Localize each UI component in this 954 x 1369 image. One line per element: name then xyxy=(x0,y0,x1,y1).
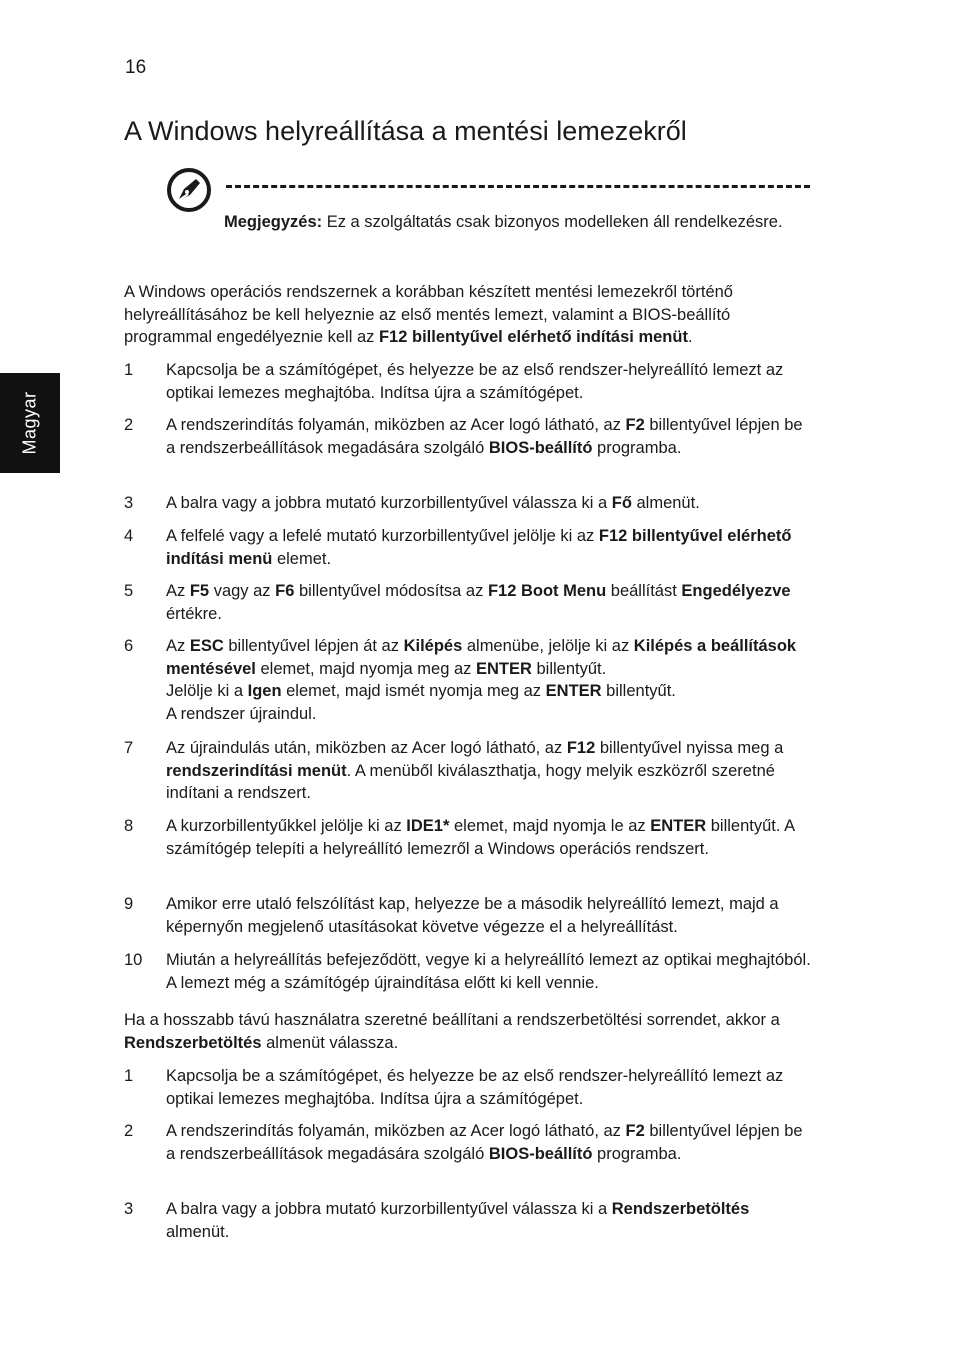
step-text xyxy=(166,1198,811,1243)
step-text-part: . A menüből kiválaszthatja, hogy melyik eszközről szeretné indítani a rendszert. xyxy=(166,761,775,802)
intro-end: . xyxy=(687,328,693,346)
step-bold: Igen xyxy=(247,682,282,700)
step-bold: F12 billentyűvel elérhető indítási menü xyxy=(166,527,792,568)
middle-bold: Rendszerbetöltés xyxy=(124,1033,262,1052)
step-bold: BIOS-beállító xyxy=(488,438,593,457)
step-text xyxy=(166,1065,811,1110)
step-text-part: Miután a helyreállítás befejeződött, vegye ki a helyreállító lemezt az optikai meghajtóból. A lemezt még a számítógép újraindítása előtt ki kell vennie. xyxy=(166,951,811,992)
step-text-part: elemet, majd ismét nyomja meg az xyxy=(281,682,546,700)
step-text-part: elemet. xyxy=(272,549,332,568)
step-text-part: Az xyxy=(166,637,190,655)
step-text xyxy=(166,815,811,860)
step-number: 8 xyxy=(124,817,134,835)
step-bold: F5 xyxy=(189,582,210,600)
intro-bold: F12 billentyűvel elérhető indítási menüt xyxy=(378,328,688,346)
step-text xyxy=(166,580,811,625)
middle-end: almenüt válassza. xyxy=(261,1033,399,1052)
step-text-part: billentyűvel nyissa meg a xyxy=(595,739,784,757)
step-bold: F12 Boot Menu xyxy=(487,582,607,600)
step-bold: F6 xyxy=(275,582,295,600)
pen-nib-note-icon xyxy=(166,167,212,213)
step-bold: F12 xyxy=(566,739,596,757)
step-number: 1 xyxy=(124,361,134,379)
note-label: Megjegyzés: xyxy=(224,213,323,231)
step-text-part: A felfelé vagy a lefelé mutató kurzorbillentyűvel jelölje ki az xyxy=(166,527,599,545)
step-number: 6 xyxy=(124,637,134,655)
step-bold: ENTER xyxy=(545,682,602,700)
step-text xyxy=(166,949,811,994)
step-text-part: billentyűvel lépjen be a rendszerbeállítások megadására szolgáló xyxy=(166,1122,803,1163)
note-divider xyxy=(226,185,810,188)
step-bold: Engedélyezve xyxy=(681,582,791,600)
step-text-part: billentyűvel lépjen be a rendszerbeállítások megadására szolgáló xyxy=(166,416,803,457)
step-bold: rendszerindítási menüt xyxy=(166,761,347,780)
middle-text: Ha a hosszabb távú használatra szeretné beállítani a rendszerbetöltési sorrendet, akkor a xyxy=(124,1011,780,1029)
step-bold: Kilépés a beállítások mentésével xyxy=(166,637,797,678)
step-text-part: elemet, majd nyomja meg az xyxy=(255,659,476,678)
step-text-part: Kapcsolja be a számítógépet, és helyezze be az első rendszer-helyreállító lemezt az optikai lemezes meghajtóba. Indítsa újra a számítógépet. xyxy=(166,361,784,402)
step-text-part: értékre. xyxy=(166,604,222,623)
step-text-part: A rendszerindítás folyamán, miközben az Acer logó látható, az xyxy=(166,1122,626,1140)
step-bold: Kilépés xyxy=(403,637,463,655)
step-text xyxy=(166,525,811,570)
step-bold: F2 xyxy=(625,416,645,434)
step-text-part: beállítást xyxy=(606,582,682,600)
step-text-part: A balra vagy a jobbra mutató kurzorbillentyűvel válassza ki a xyxy=(166,494,612,512)
step-text-part: programba. xyxy=(592,438,682,457)
step-text-part: Az xyxy=(166,582,190,600)
language-side-tab xyxy=(0,373,60,473)
step-text xyxy=(166,737,811,805)
step-text-part: Kapcsolja be a számítógépet, és helyezze be az első rendszer-helyreállító lemezt az optikai lemezes meghajtóba. Indítsa újra a számítógépet. xyxy=(166,1067,784,1108)
step-text xyxy=(166,359,811,404)
step-text-part: A rendszer újraindul. xyxy=(166,704,317,723)
step-text-part: billentyűvel módosítsa az xyxy=(294,582,488,600)
step-number: 5 xyxy=(124,582,134,600)
step-text-part: Amikor erre utaló felszólítást kap, helyezze be a második helyreállító lemezt, majd a képernyőn megjelenő utasításokat követve végezze el a helyreállítást. xyxy=(166,895,779,936)
intro-text: A Windows operációs rendszernek a korábban készített mentési lemezekről történő helyreállításához be kell helyeznie az első mentés lemezt, valamint a BIOS-beállító programmal engedélyeznie kell az xyxy=(124,283,733,346)
step-bold: ENTER xyxy=(475,659,532,678)
middle-paragraph xyxy=(124,1009,814,1054)
step-text-part: almenüt. xyxy=(166,1222,230,1241)
page-number: 16 xyxy=(125,57,147,78)
step-text-part: Az újraindulás után, miközben az Acer logó látható, az xyxy=(166,739,567,757)
step-text-part: vagy az xyxy=(209,582,276,600)
step-number: 2 xyxy=(124,416,134,434)
step-number: 10 xyxy=(124,951,143,969)
step-bold: F2 xyxy=(625,1122,645,1140)
step-text-part: billentyűvel lépjen át az xyxy=(223,637,404,655)
step-text-part: Jelölje ki a xyxy=(166,682,248,700)
step-bold: ENTER xyxy=(650,817,707,835)
step-number: 1 xyxy=(124,1067,134,1085)
step-text-part: programba. xyxy=(592,1144,682,1163)
note-body: Ez a szolgáltatás csak bizonyos modelleken áll rendelkezésre. xyxy=(322,213,783,231)
step-text-part: almenüt. xyxy=(631,494,700,512)
step-text xyxy=(166,893,811,938)
step-bold: ESC xyxy=(189,637,224,655)
step-text-part: almenübe, jelölje ki az xyxy=(462,637,634,655)
step-text xyxy=(166,414,811,459)
step-bold: Fő xyxy=(611,494,632,512)
note-text xyxy=(224,211,784,233)
step-text xyxy=(166,1120,811,1165)
step-text-part: billentyűt. xyxy=(601,682,676,700)
step-number: 9 xyxy=(124,895,134,913)
step-number: 3 xyxy=(124,1200,134,1218)
intro-paragraph xyxy=(124,281,814,349)
step-text-part: billentyűt. A számítógép telepíti a helyreállító lemezről a Windows operációs rendszert. xyxy=(166,817,795,858)
step-bold: Rendszerbetöltés xyxy=(611,1200,750,1218)
step-text-part: elemet, majd nyomja le az xyxy=(449,817,651,835)
step-text-part: A rendszerindítás folyamán, miközben az Acer logó látható, az xyxy=(166,416,626,434)
step-bold: IDE1* xyxy=(406,817,450,835)
step-text-part: A balra vagy a jobbra mutató kurzorbillentyűvel válassza ki a xyxy=(166,1200,612,1218)
step-number: 3 xyxy=(124,494,134,512)
language-label: Magyar xyxy=(19,391,40,455)
step-text-part: billentyűt. xyxy=(531,659,607,678)
step-text-part: A kurzorbillentyűkkel jelölje ki az xyxy=(166,817,407,835)
step-text xyxy=(166,635,811,725)
page-title: A Windows helyreállítása a mentési lemezekről xyxy=(124,116,687,146)
step-bold: BIOS-beállító xyxy=(488,1144,593,1163)
step-number: 7 xyxy=(124,739,134,757)
step-number: 2 xyxy=(124,1122,134,1140)
step-number: 4 xyxy=(124,527,134,545)
step-text xyxy=(166,492,811,515)
